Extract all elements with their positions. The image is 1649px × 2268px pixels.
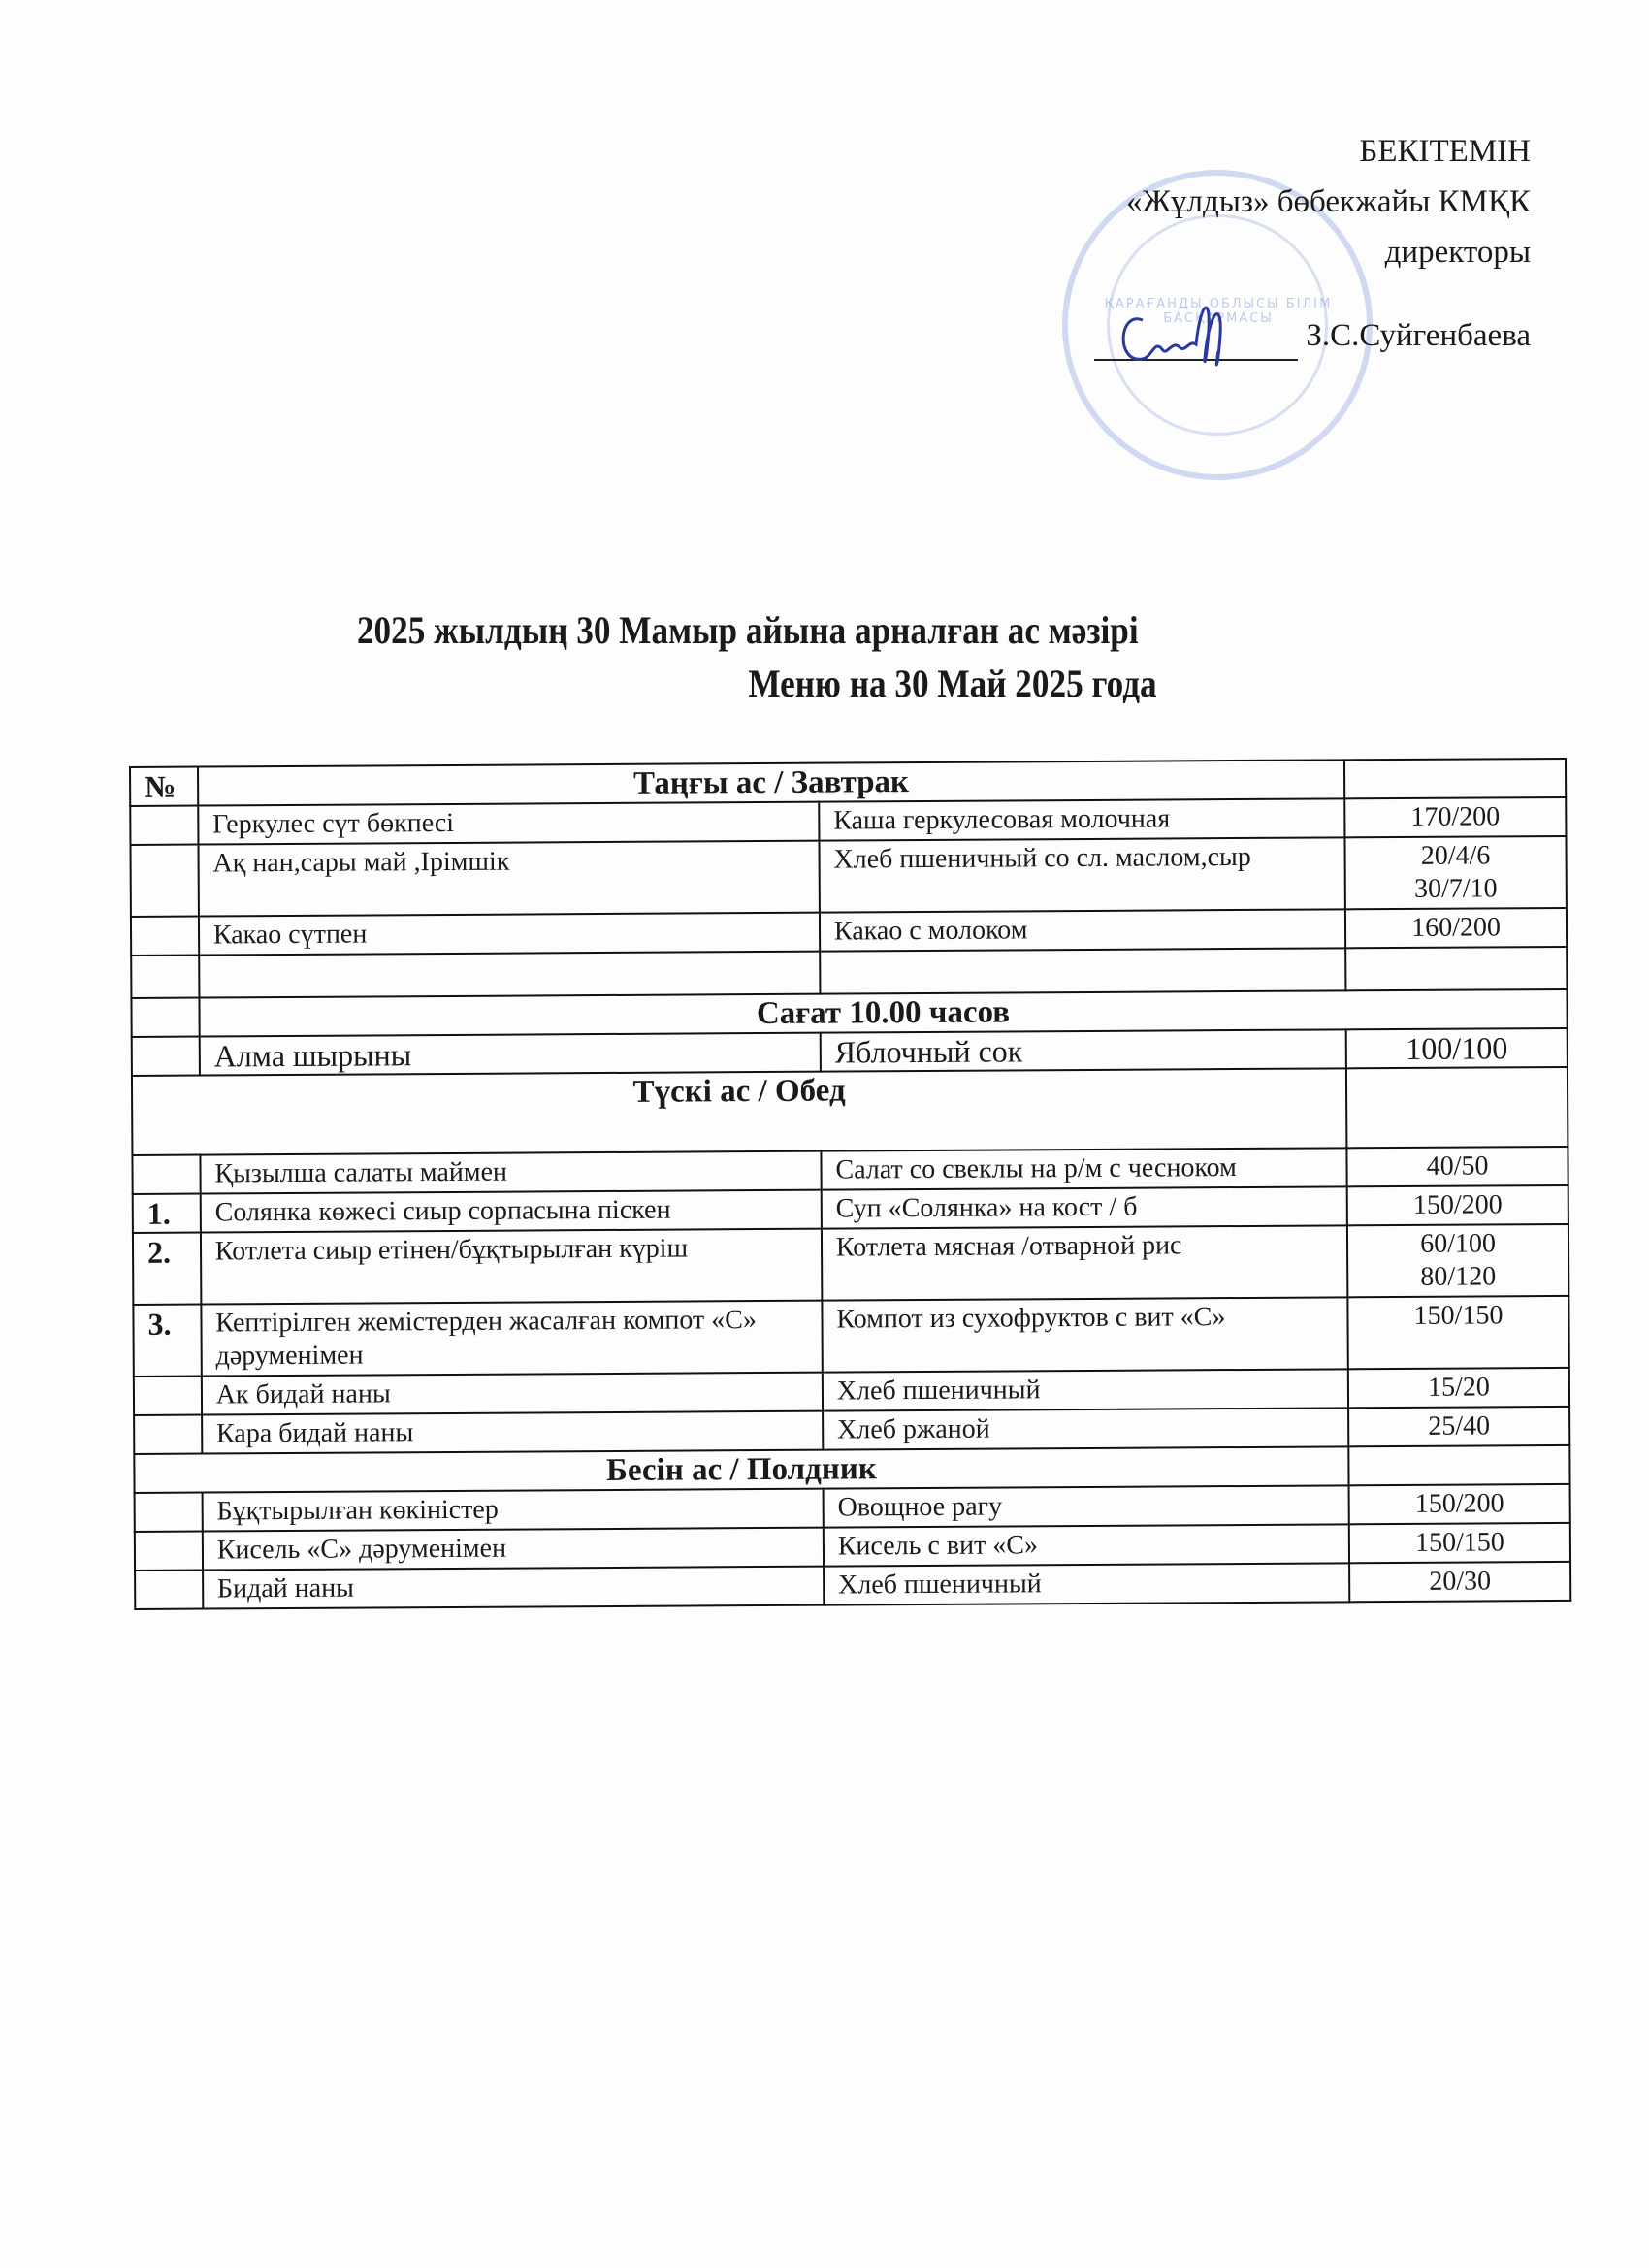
empty-cell (1345, 947, 1567, 990)
dish-name-kazakh: Кептірілген жемістерден жасалған компот «С» дәруменімен (201, 1301, 823, 1377)
weight-value: 15/20 (1427, 1372, 1490, 1403)
row-number (131, 917, 199, 956)
num-column-header: № (130, 767, 198, 806)
row-number (134, 1415, 202, 1454)
dish-name-kazakh: Котлета сиыр етінен/бұқтырылған күріш (201, 1229, 823, 1305)
dish-name-kazakh: Қызылша салаты маймен (200, 1151, 821, 1194)
portion-weight (1348, 1407, 1569, 1446)
weight-value: 170/200 (1410, 801, 1501, 832)
dish-name-russian: Хлеб пшеничный (823, 1369, 1348, 1410)
row-number: 2. (133, 1233, 201, 1305)
dish-name-kazakh: Солянка көжесі сиыр сорпасына піскен (201, 1190, 822, 1233)
dish-name-russian: Кисель с вит «С» (824, 1524, 1349, 1566)
weight-value: 40/50 (1426, 1150, 1489, 1182)
dish-name-russian: Какао с молоком (820, 909, 1345, 951)
dish-name-kazakh: Кара бидай наны (202, 1411, 823, 1454)
weight-value: 60/100 (1420, 1228, 1497, 1259)
menu-row (130, 836, 1566, 917)
weight-header-cell (1346, 1067, 1568, 1148)
dish-name-russian: Салат со свеклы на р/м с чесноком (821, 1148, 1346, 1189)
menu-row (135, 1562, 1570, 1609)
menu-row (133, 1224, 1568, 1305)
row-number (135, 1493, 203, 1532)
title-russian: Меню на 30 Май 2025 года (748, 662, 1157, 705)
row-number (130, 845, 198, 917)
section-title: Түскі ас / Обед (132, 1068, 1347, 1155)
dish-name-russian: Хлеб пшеничный (824, 1563, 1349, 1604)
weight-value: 150/200 (1412, 1189, 1503, 1220)
weight-value: 100/100 (1406, 1030, 1508, 1066)
portion-weight (1344, 797, 1566, 837)
title-kazakh: 2025 жылдың 30 Мамыр айына арналған ас мәзірі (356, 608, 1139, 652)
weight-value-secondary: 80/120 (1420, 1261, 1497, 1292)
dish-name-russian: Яблочный сок (821, 1029, 1346, 1071)
section-title: Таңғы ас / Завтрак (198, 760, 1344, 805)
row-number (135, 1532, 203, 1571)
dish-name-russian: Котлета мясная /отварной рис (822, 1225, 1348, 1300)
dish-name-kazakh: Кисель «С» дәруменімен (203, 1528, 824, 1571)
section-title: Сағат 10.00 часов (199, 989, 1567, 1037)
dish-name-kazakh: Алма шырыны (200, 1033, 821, 1076)
weight-value-secondary: 30/7/10 (1413, 873, 1498, 904)
approval-block (1094, 126, 1531, 361)
portion-weight (1349, 1523, 1570, 1563)
dish-name-russian: Компот из сухофруктов с вит «С» (822, 1297, 1348, 1372)
row-number (132, 1037, 200, 1076)
portion-weight (1349, 1484, 1570, 1524)
weight-value: 150/150 (1413, 1300, 1504, 1331)
approval-org: «Жұлдыз» бөбекжайы КМҚК (1125, 184, 1531, 219)
signature-icon (1114, 291, 1259, 378)
menu-row (133, 1296, 1568, 1377)
dish-name-kazakh: Геркулес сүт бөкпесі (198, 802, 819, 845)
section-header-lunch (132, 1067, 1568, 1155)
dish-name-kazakh: Какао сүтпен (199, 913, 820, 956)
document-title (99, 603, 1550, 710)
row-number (130, 806, 198, 845)
weight-value: 160/200 (1411, 912, 1502, 943)
dish-name-russian: Суп «Солянка» на кост / б (822, 1186, 1347, 1228)
dish-name-kazakh: Бұқтырылған көкіністер (202, 1489, 823, 1532)
dish-name-kazakh: Ақ нан,сары май ,Ірімшік (198, 841, 820, 917)
portion-weight (1347, 1224, 1568, 1297)
row-number (135, 1571, 203, 1609)
row-number: 3. (133, 1305, 201, 1377)
weight-header-cell (1344, 759, 1566, 798)
weight-header-cell (1348, 1445, 1569, 1485)
row-number (134, 1377, 202, 1415)
portion-weight (1346, 1028, 1568, 1068)
signature-row (1094, 301, 1531, 361)
row-number: 1. (133, 1194, 201, 1233)
weight-value: 20/30 (1429, 1566, 1492, 1597)
weight-value: 150/200 (1414, 1488, 1504, 1519)
portion-weight (1347, 1185, 1568, 1225)
empty-cell (199, 952, 820, 998)
weight-value: 20/4/6 (1420, 840, 1491, 871)
dish-name-russian: Хлеб пшеничный со сл. маслом,сыр (819, 837, 1345, 912)
portion-weight (1346, 1147, 1568, 1186)
menu-table (129, 758, 1571, 1610)
weight-value: 150/150 (1414, 1527, 1504, 1558)
signature-line (1094, 301, 1298, 361)
num-cell (131, 998, 199, 1037)
dish-name-russian: Хлеб ржаной (823, 1408, 1348, 1449)
signatory-name: З.С.Суйгенбаева (1306, 318, 1531, 353)
weight-value: 25/40 (1428, 1410, 1491, 1442)
section-title: Бесін ас / Полдник (134, 1446, 1348, 1493)
portion-weight (1349, 1562, 1570, 1602)
dish-name-russian: Овощное рагу (823, 1485, 1348, 1527)
empty-cell (131, 956, 199, 998)
approval-heading: БЕКІТЕМІН (1359, 134, 1531, 169)
stamp-text: ҚАРАҒАНДЫ ОБЛЫСЫ БІЛІМ БАСҚАРМАСЫ (1104, 297, 1333, 326)
dish-name-kazakh: Ак бидай наны (202, 1373, 823, 1415)
portion-weight (1348, 1368, 1569, 1408)
row-number (132, 1155, 200, 1194)
approval-position: директоры (1384, 235, 1531, 270)
dish-name-kazakh: Бидай наны (203, 1567, 824, 1609)
dish-name-russian: Каша геркулесовая молочная (819, 798, 1344, 840)
portion-weight (1345, 908, 1567, 948)
empty-cell (820, 948, 1345, 993)
portion-weight (1345, 836, 1567, 909)
portion-weight (1347, 1296, 1568, 1369)
